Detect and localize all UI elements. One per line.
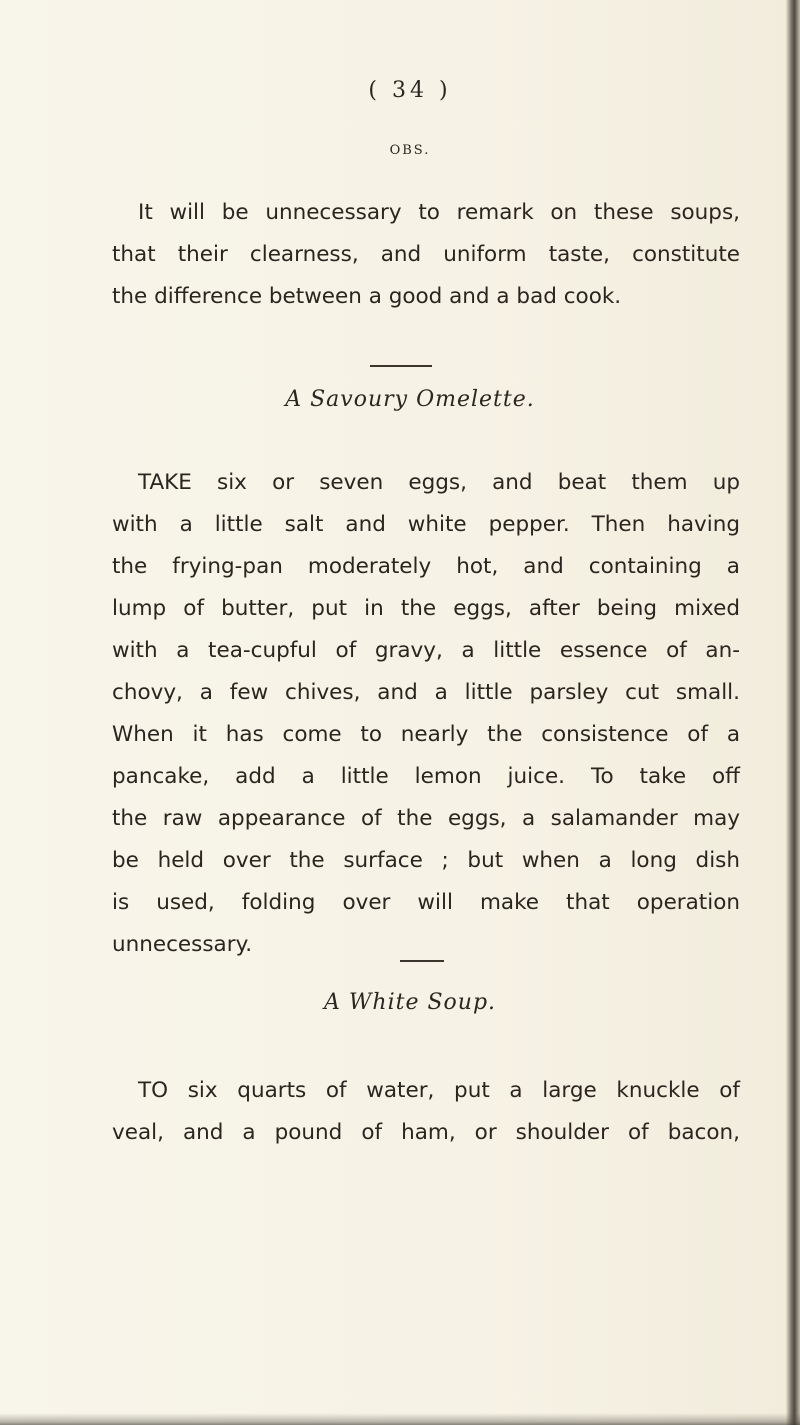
text-line: lump of butter, put in the eggs, after being mixed xyxy=(112,596,740,621)
text-line: chovy, a few chives, and a little parsley cut small. xyxy=(112,680,740,705)
text-line: pancake, add a little lemon juice. To take off xyxy=(112,764,740,789)
text-line: that their clearness, and uniform taste, constitute xyxy=(112,242,740,267)
recipe-body xyxy=(112,1070,740,1154)
text-line: with a little salt and white pepper. Then having xyxy=(112,512,740,537)
recipe-title: A Savoury Omelette. xyxy=(285,387,535,412)
text-line: unnecessary. xyxy=(112,932,253,957)
text-line: the raw appearance of the eggs, a salamander may xyxy=(112,806,740,831)
text-line: When it has come to nearly the consistence of a xyxy=(112,722,740,747)
recipe-body xyxy=(112,462,740,966)
text-line: It will be unnecessary to remark on these soups, xyxy=(138,200,740,225)
page-edge-shadow xyxy=(786,0,800,1425)
section-divider xyxy=(370,365,432,367)
recipe-title: A White Soup. xyxy=(323,990,497,1015)
section-label: OBS. xyxy=(389,143,431,158)
text-line: the difference between a good and a bad cook. xyxy=(112,284,622,309)
text-line: TO six quarts of water, put a large knuckle of xyxy=(138,1078,740,1103)
text-line: is used, folding over will make that operation xyxy=(112,890,740,915)
text-line: the frying-pan moderately hot, and containing a xyxy=(112,554,740,579)
text-line: veal, and a pound of ham, or shoulder of bacon, xyxy=(112,1120,740,1145)
text-line: be held over the surface ; but when a long dish xyxy=(112,848,740,873)
text-line: with a tea-cupful of gravy, a little essence of an- xyxy=(112,638,740,663)
page-bottom-shadow xyxy=(0,1413,800,1425)
page-number: ( 34 ) xyxy=(368,78,452,103)
text-line: TAKE six or seven eggs, and beat them up xyxy=(138,470,740,495)
obs-paragraph xyxy=(112,192,740,318)
section-divider xyxy=(400,960,444,962)
